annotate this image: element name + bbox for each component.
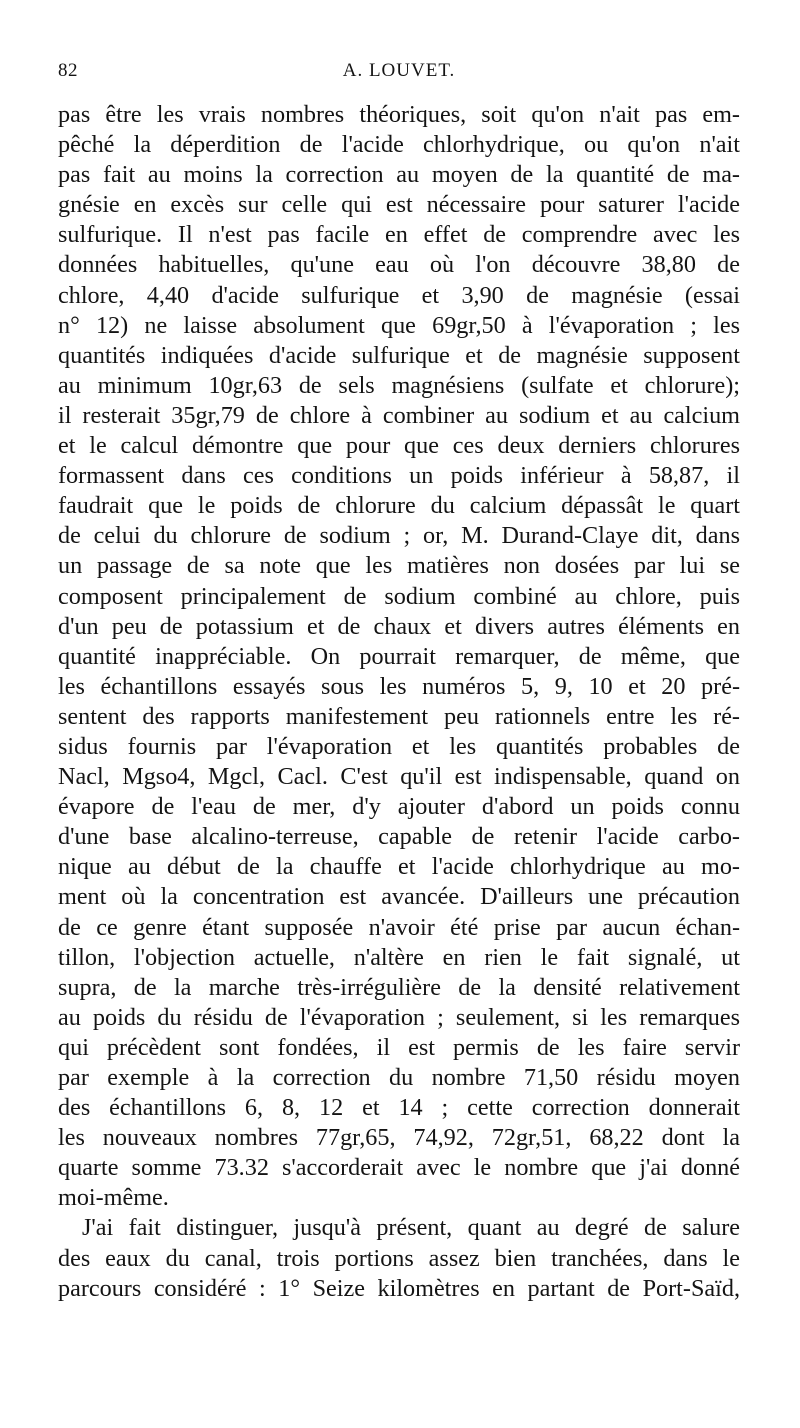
- text-line: il resterait 35gr,79 de chlore à combiner au sodium et au calcium: [58, 401, 740, 429]
- text-line: quarte somme 73.32 s'accorderait avec le nombre que j'ai donné: [58, 1154, 740, 1182]
- text-line: Nacl, Mgso4, Mgcl, Cacl. C'est qu'il est indispensable, quand on: [58, 763, 740, 791]
- text-line: J'ai fait distinguer, jusqu'à présent, quant au degré de salure: [82, 1214, 740, 1242]
- text-line: supra, de la marche très-irrégulière de la densité relativement: [58, 973, 740, 1001]
- body-text: [58, 100, 740, 1304]
- text-line: nique au début de la chauffe et l'acide chlorhydrique au mo-: [58, 853, 740, 881]
- text-line: gnésie en excès sur celle qui est nécessaire pour saturer l'acide: [58, 191, 740, 219]
- page-number: 82: [58, 60, 78, 81]
- text-line: des échantillons 6, 8, 12 et 14 ; cette correction donnerait: [58, 1094, 740, 1122]
- text-line: composent principalement de sodium combiné au chlore, puis: [58, 582, 740, 610]
- paragraph: [58, 1213, 740, 1303]
- text-line: les échantillons essayés sous les numéros 5, 9, 10 et 20 pré-: [58, 672, 740, 700]
- text-line: faudrait que le poids de chlorure du calcium dépassât le quart: [58, 492, 740, 520]
- text-line: tillon, l'objection actuelle, n'altère en rien le fait signalé, ut: [58, 943, 740, 971]
- text-line: sulfurique. Il n'est pas facile en effet de comprendre avec les: [58, 221, 740, 249]
- text-line: au minimum 10gr,63 de sels magnésiens (sulfate et chlorure);: [58, 371, 740, 399]
- text-line: parcours considéré : 1° Seize kilomètres en partant de Port-Saïd,: [58, 1274, 740, 1302]
- paragraph: [58, 100, 740, 1213]
- running-head: [58, 60, 740, 88]
- text-line: ment où la concentration est avancée. D'ailleurs une précaution: [58, 883, 740, 911]
- text-line: d'un peu de potassium et de chaux et divers autres éléments en: [58, 612, 740, 640]
- text-line: moi-même.: [58, 1184, 169, 1212]
- text-line: pas être les vrais nombres théoriques, soit qu'on n'ait pas em-: [58, 101, 740, 128]
- text-line: formassent dans ces conditions un poids inférieur à 58,87, il: [58, 462, 740, 490]
- text-line: sentent des rapports manifestement peu rationnels entre les ré-: [58, 702, 740, 730]
- text-line: pas fait au moins la correction au moyen de la quantité de ma-: [58, 161, 740, 189]
- text-line: de celui du chlorure de sodium ; or, M. Durand-Claye dit, dans: [58, 522, 740, 550]
- text-line: sidus fournis par l'évaporation et les quantités probables de: [58, 732, 740, 760]
- text-line: de ce genre étant supposée n'avoir été prise par aucun échan-: [58, 913, 740, 941]
- text-line: par exemple à la correction du nombre 71,50 résidu moyen: [58, 1064, 740, 1091]
- text-line: des eaux du canal, trois portions assez bien tranchées, dans le: [58, 1244, 740, 1272]
- text-line: données habituelles, qu'une eau où l'on découvre 38,80 de: [58, 251, 740, 279]
- text-line: quantité inappréciable. On pourrait remarquer, de même, que: [58, 642, 740, 670]
- text-line: qui précèdent sont fondées, il est permis de les faire servir: [58, 1033, 740, 1061]
- text-line: d'une base alcalino-terreuse, capable de retenir l'acide carbo-: [58, 823, 740, 851]
- text-line: n° 12) ne laisse absolument que 69gr,50 à l'évaporation ; les: [58, 311, 740, 339]
- text-line: au poids du résidu de l'évaporation ; seulement, si les remarques: [58, 1003, 740, 1031]
- text-line: quantités indiquées d'acide sulfurique et de magnésie supposent: [58, 341, 740, 369]
- text-line: les nouveaux nombres 77gr,65, 74,92, 72gr,51, 68,22 dont la: [58, 1124, 740, 1152]
- text-line: pêché la déperdition de l'acide chlorhydrique, ou qu'on n'ait: [58, 131, 740, 159]
- text-line: chlore, 4,40 d'acide sulfurique et 3,90 de magnésie (essai: [58, 281, 740, 309]
- running-title: A. LOUVET.: [342, 60, 456, 81]
- text-line: évapore de l'eau de mer, d'y ajouter d'abord un poids connu: [58, 793, 740, 821]
- text-line: et le calcul démontre que pour que ces deux derniers chlorures: [58, 432, 740, 460]
- text-line: un passage de sa note que les matières non dosées par lui se: [58, 552, 740, 580]
